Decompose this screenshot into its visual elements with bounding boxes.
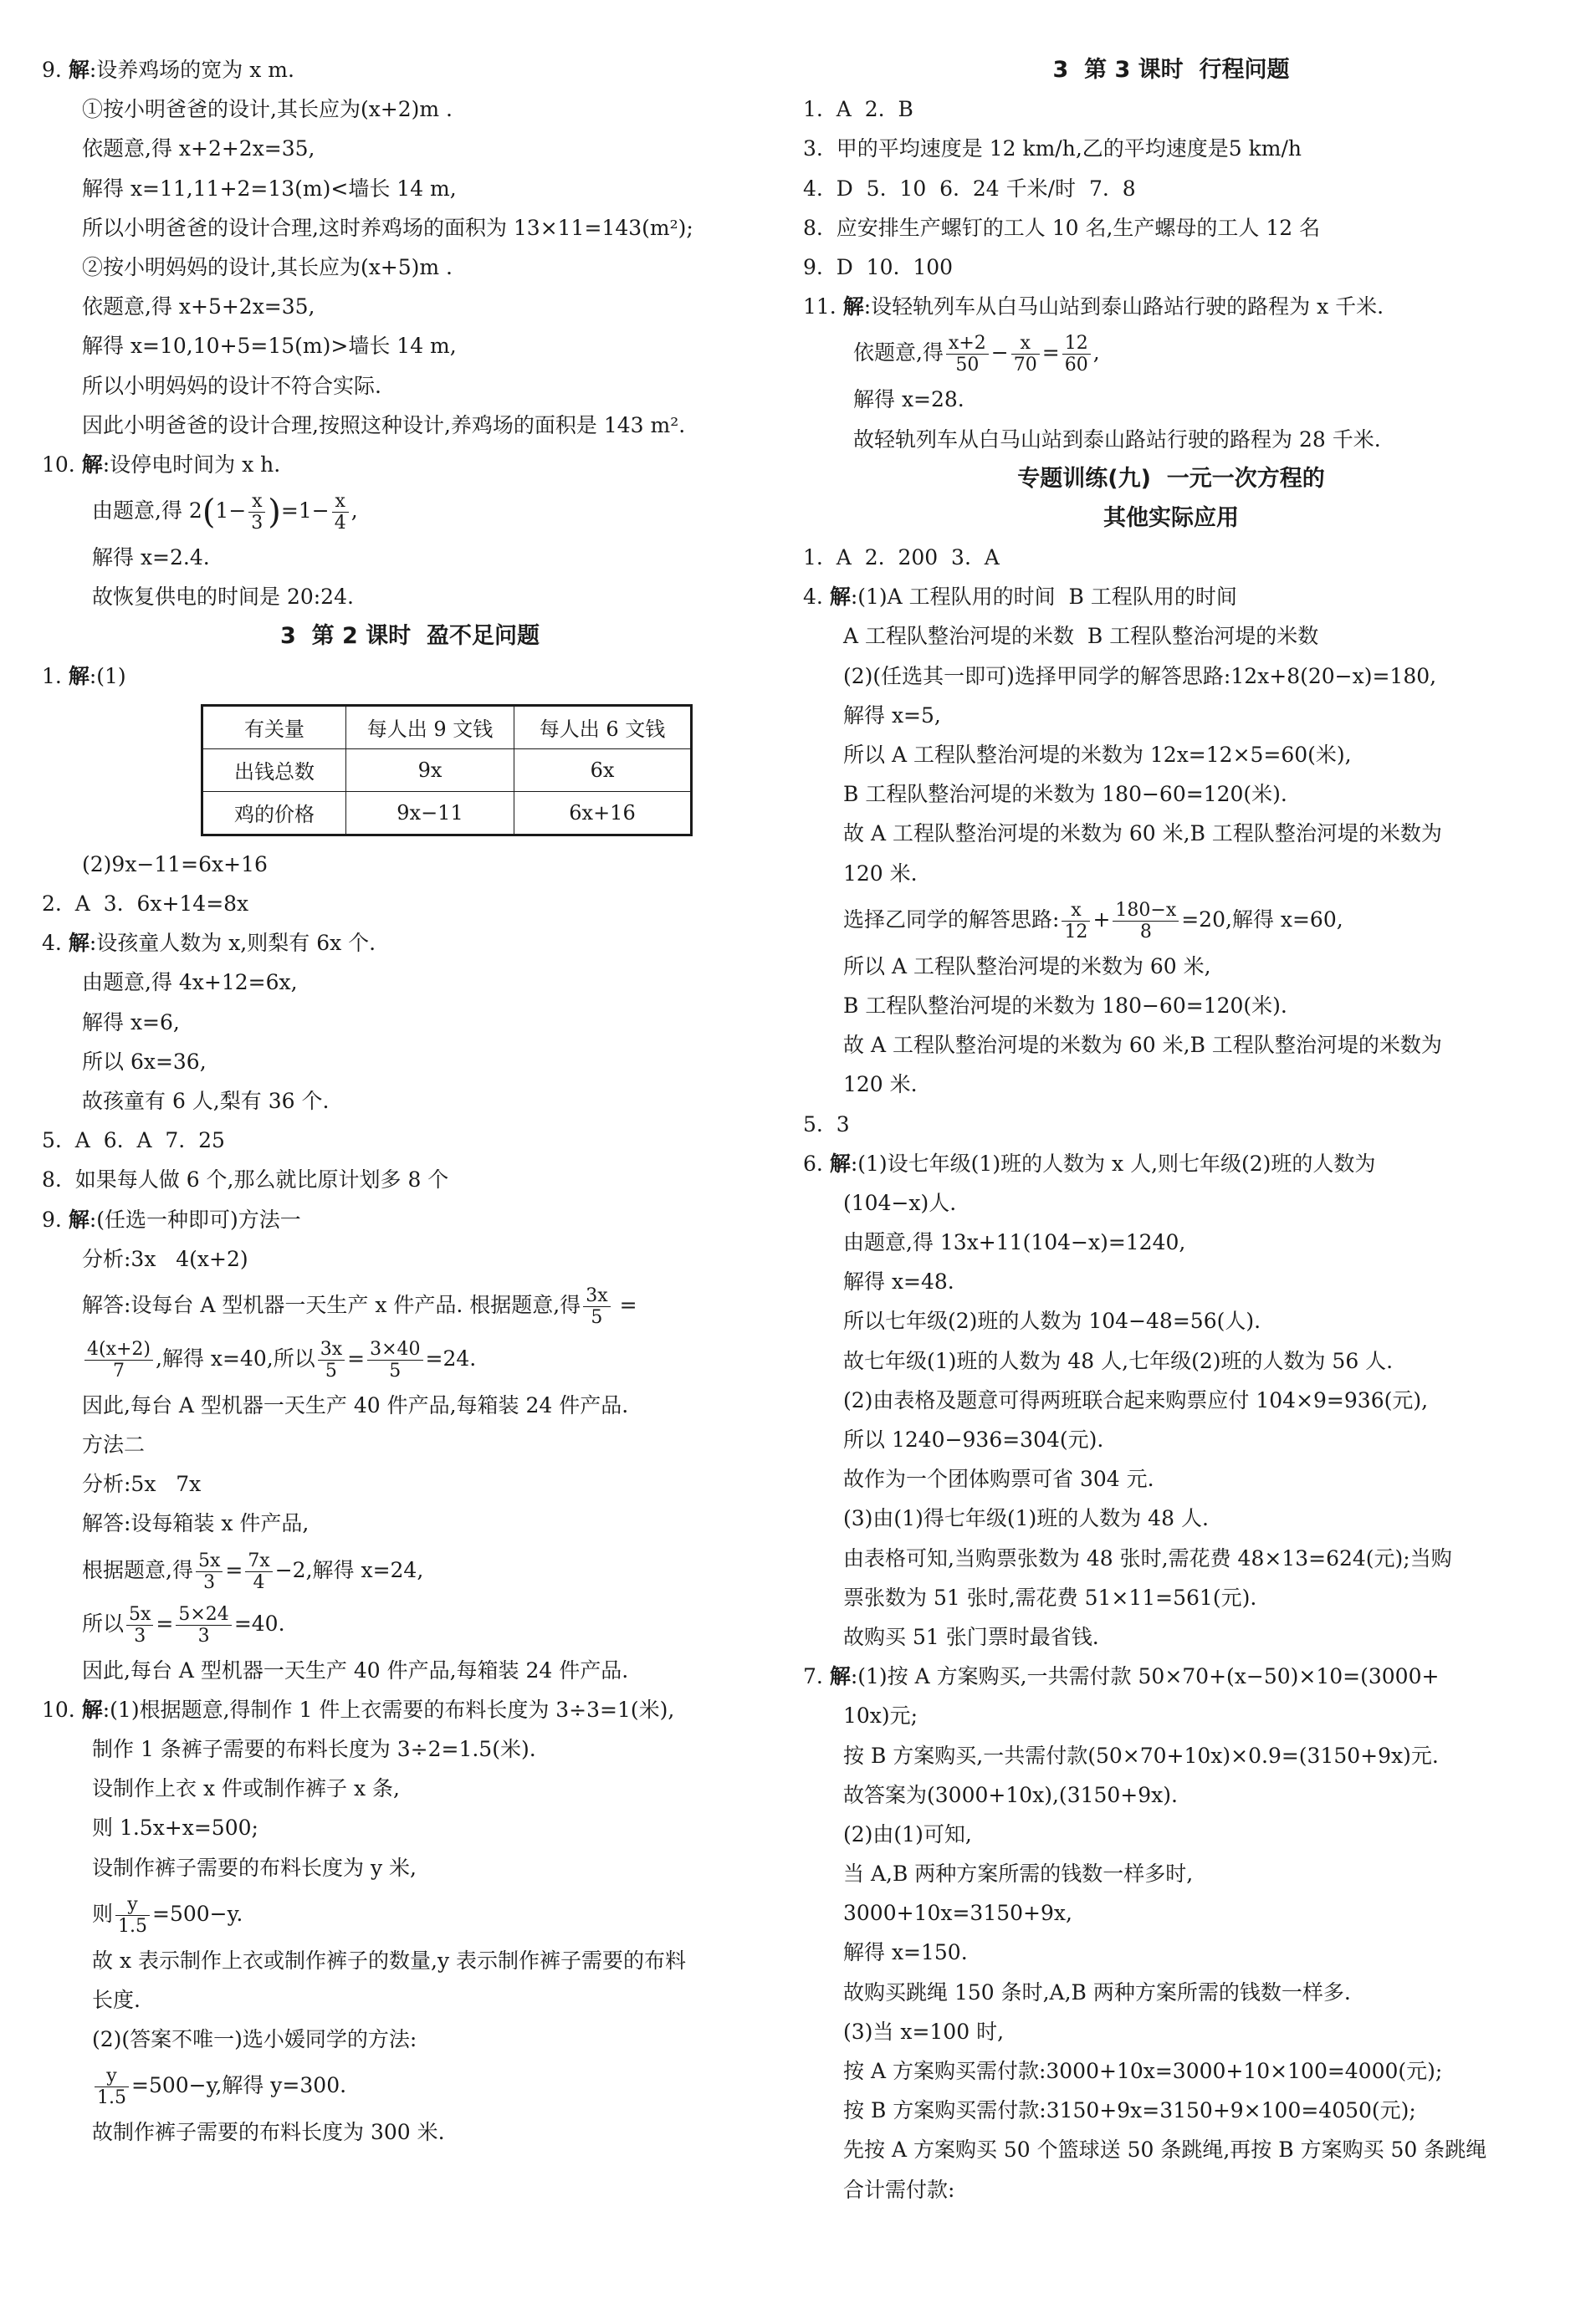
t-answer-4-line-13: 120 米. [843, 1072, 918, 1097]
s3-answer-11-line-1: 11. 解:设轻轨列车从白马山站到泰山路站行驶的路程为 x 千米. [803, 294, 1384, 319]
answer-9-line-6: ②按小明妈妈的设计,其长应为(x+5)m . [82, 254, 453, 279]
answer-9-line-10: 因此小明爸爸的设计合理,按照这种设计,养鸡场的面积是 143 m². [82, 412, 686, 437]
s2-answer-1-line-1: 1. 解:(1) [42, 663, 126, 688]
answer-9-line-5: 所以小明爸爸的设计合理,这时养鸡场的面积为 13×11=143(m²); [82, 215, 693, 240]
t-answer-7-line-13: 先按 A 方案购买 50 个篮球送 50 条跳绳,再按 B 方案购买 50 条跳绳 [843, 2138, 1487, 2163]
t-answer-6-line-11: 由表格可知,当购票张数为 48 张时,需花费 48×13=624(元);当购 [843, 1545, 1452, 1571]
s2-answer-10-line-9: (2)(答案不唯一)选小媛同学的方法: [92, 2027, 417, 2052]
s3-answers-4-7: 4. D 5. 10 6. 24 千米/时 7. 8 [803, 176, 1136, 201]
s2-answer-9-line-2: 分析:3x 4(x+2) [82, 1246, 248, 1271]
s2-answer-9-line-10: 所以 $\frac{5x}{3}$ = $\frac{5\times 24}{3}$ =40. [82, 1603, 285, 1647]
t-answer-6-line-3: 由题意,得 13x+11(104−x)=1240, [843, 1230, 1186, 1255]
section-title-lesson-2: 3 第 2 课时 盈不足问题 [280, 623, 540, 650]
s2-answer-9-line-9: 根据题意,得 $\frac{5x}{3}$ = $\frac{7x}{4}$ −2,解得 x=24, [82, 1550, 424, 1593]
t-answer-4-line-2: A 工程队整治河堤的米数 B 工程队整治河堤的米数 [843, 624, 1319, 649]
t-answer-7-line-5: (2)由(1)可知, [843, 1821, 972, 1846]
t-answer-6-line-4: 解得 x=48. [843, 1269, 954, 1295]
s2-answer-4-line-4: 所以 6x=36, [82, 1049, 207, 1074]
s3-answer-11-line-4: 故轻轨列车从白马山站到泰山路站行驶的路程为 28 千米. [853, 426, 1381, 452]
t-answer-7-line-7: 3000+10x=3150+9x, [843, 1901, 1072, 1926]
s2-answer-10-line-5: 设制作裤子需要的布料长度为 y 米, [92, 1855, 417, 1880]
s2-answer-10-line-3: 设制作上衣 x 件或制作裤子 x 条, [92, 1776, 400, 1801]
answer-10-line-1: 10. 解:设停电时间为 x h. [42, 452, 281, 477]
t-answer-7-line-3: 按 B 方案购买,一共需付款(50×70+10x)×0.9=(3150+9x)元. [843, 1743, 1439, 1768]
t-answer-6-line-10: (3)由(1)得七年级(1)班的人数为 48 人. [843, 1506, 1209, 1531]
t-answer-4-line-11: B 工程队整治河堤的米数为 180−60=120(米). [843, 993, 1287, 1018]
answer-9-line-9: 所以小明妈妈的设计不符合实际. [82, 373, 381, 398]
t-answer-6-line-7: (2)由表格及题意可得两班联合起来购票应付 104×9=936(元), [843, 1387, 1429, 1412]
t-answer-6-line-9: 故作为一个团体购票可省 304 元. [843, 1467, 1154, 1492]
s3-answers-9-10: 9. D 10. 100 [803, 254, 954, 279]
s3-answer-11-line-3: 解得 x=28. [853, 387, 964, 412]
t-answer-7-line-12: 按 B 方案购买需付款:3150+9x=3150+9×100=4050(元); [843, 2098, 1416, 2123]
t-answer-6-line-8: 所以 1240−936=304(元). [843, 1428, 1104, 1452]
t-answer-7-line-4: 故答案为(3000+10x),(3150+9x). [843, 1782, 1178, 1807]
s2-answer-10-line-7: 故 x 表示制作上衣或制作裤子的数量,y 表示制作裤子需要的布料 [92, 1948, 687, 1973]
s3-answer-8: 8. 应安排生产螺钉的工人 10 名,生产螺母的工人 12 名 [803, 215, 1321, 240]
t-answer-7-line-10: (3)当 x=100 时, [843, 2019, 1005, 2044]
t-answer-7-line-9: 故购买跳绳 150 条时,A,B 两种方案所需的钱数一样多. [843, 1979, 1351, 2005]
s2-answer-8: 8. 如果每人做 6 个,那么就比原计划多 8 个 [42, 1167, 449, 1193]
t-answer-4-line-1: 4. 解:(1)A 工程队用的时间 B 工程队用的时间 [803, 585, 1237, 610]
topic-title-line-2: 其他实际应用 [1103, 504, 1239, 531]
s2-answer-9-line-6: 方法二 [82, 1433, 146, 1458]
s2-answer-1-line-2: (2)9x−11=6x+16 [82, 851, 268, 876]
t-answer-7-line-8: 解得 x=150. [843, 1940, 968, 1965]
t-answer-7-line-14: 合计需付款: [843, 2177, 955, 2202]
left-column [42, 50, 778, 2153]
t-answer-4-line-8: 120 米. [843, 861, 918, 886]
t-answers-1-3: 1. A 2. 200 3. A [803, 545, 1000, 570]
t-answer-4-line-10: 所以 A 工程队整治河堤的米数为 60 米, [843, 953, 1211, 978]
s2-answer-10-line-11: 故制作裤子需要的布料长度为 300 米. [92, 2120, 445, 2145]
s2-answer-9-line-5: 因此,每台 A 型机器一天生产 40 件产品,每箱装 24 件产品. [82, 1392, 629, 1417]
table-row: 鸡的价格 9x−11 6x+16 [202, 791, 692, 835]
table-row: 出钱总数 9x 6x [202, 748, 692, 791]
t-answer-7-line-2: 10x)元; [843, 1703, 918, 1729]
t-answer-6-line-6: 故七年级(1)班的人数为 48 人,七年级(2)班的人数为 56 人. [843, 1348, 1394, 1373]
s2-answer-9-line-1: 9. 解:(任选一种即可)方法一 [42, 1207, 301, 1232]
s3-answers-1-2: 1. A 2. B [803, 97, 913, 122]
answer-10-line-4: 故恢复供电的时间是 20:24. [92, 585, 354, 610]
t-answer-4-line-5: 所以 A 工程队整治河堤的米数为 12x=12×5=60(米), [843, 743, 1352, 767]
t-answer-6-line-1: 6. 解:(1)设七年级(1)班的人数为 x 人,则七年级(2)班的人数为 [803, 1151, 1376, 1176]
answer-9-line-3: 依题意,得 x+2+2x=35, [82, 136, 315, 161]
t-answer-4-line-4: 解得 x=5, [843, 702, 941, 728]
t-answer-7-line-1: 7. 解:(1)按 A 方案购买,一共需付款 50×70+(x−50)×10=(3000+ [803, 1664, 1440, 1689]
right-column [803, 50, 1539, 2209]
s2-answers-5-7: 5. A 6. A 7. 25 [42, 1128, 225, 1153]
s2-answers-2-3: 2. A 3. 6x+14=8x [42, 891, 249, 916]
answer-10-equation: 由题意,得 2(1− $\frac{x}{3}$ )=1− $\frac{x}{4}$ , [92, 491, 358, 534]
s2-answer-10-line-1: 10. 解:(1)根据题意,得制作 1 件上衣需要的布料长度为 3÷3=1(米), [42, 1697, 675, 1722]
topic-title-line-1: 专题训练(九) 一元一次方程的 [1017, 465, 1325, 492]
answer-9-line-8: 解得 x=10,10+5=15(m)>墙长 14 m, [82, 334, 457, 359]
s2-answer-9-line-8: 解答:设每箱装 x 件产品, [82, 1511, 310, 1536]
s2-answer-9-line-3: 解答:设每台 A 型机器一天生产 x 件产品. 根据题意,得 $\frac{3x}{5}$ = [82, 1285, 637, 1328]
s2-answer-10-line-10: $\frac{y}{1.5}$ =500−y,解得 y=300. [42, 2059, 778, 2112]
quantity-table [201, 704, 693, 836]
s2-answer-10-line-8: 长度. [92, 1987, 141, 2012]
answer-9-line-2: ①按小明爸爸的设计,其长应为(x+2)m . [82, 97, 453, 122]
s2-answer-4-line-5: 故孩童有 6 人,梨有 36 个. [82, 1088, 330, 1113]
section-title-lesson-3: 3 第 3 课时 行程问题 [1052, 57, 1290, 83]
t-answer-5: 5. 3 [803, 1111, 850, 1136]
s2-answer-4-line-1: 4. 解:设孩童人数为 x,则梨有 6x 个. [42, 931, 376, 956]
t-answer-4-line-9: 选择乙同学的解答思路: $\frac{x}{12}$ + $\frac{180-x}{8}$ =20,解得 x=60, [843, 899, 1343, 942]
s2-answer-4-line-3: 解得 x=6, [82, 1009, 180, 1034]
t-answer-6-line-12: 票张数为 51 张时,需花费 51×11=561(元). [843, 1585, 1257, 1610]
s2-answer-10-line-2: 制作 1 条裤子需要的布料长度为 3÷2=1.5(米). [92, 1737, 536, 1761]
t-answer-6-line-2: (104−x)人. [843, 1190, 957, 1215]
s2-answer-10-line-6: 则 $\frac{y}{1.5}$ =500−y. [92, 1893, 243, 1937]
s2-answer-10-line-4: 则 1.5x+x=500; [92, 1816, 258, 1841]
s2-answer-9-line-4: $\frac{4(x+2)}{7}$ ,解得 x=40,所以 $\frac{3x}{5}$ = $\frac{3\times 40}{5}$ =24. [42, 1332, 778, 1386]
answer-9-line-4: 解得 x=11,11+2=13(m)<墙长 14 m, [82, 176, 457, 201]
t-answer-7-line-6: 当 A,B 两种方案所需的钱数一样多时, [843, 1862, 1194, 1887]
s2-answer-4-line-2: 由题意,得 4x+12=6x, [82, 970, 298, 995]
s3-answer-3: 3. 甲的平均速度是 12 km/h,乙的平均速度是5 km/h [803, 136, 1302, 161]
answer-9-line-1: 9. 解:设养鸡场的宽为 x m. [42, 58, 294, 82]
t-answer-6-line-5: 所以七年级(2)班的人数为 104−48=56(人). [843, 1309, 1261, 1334]
t-answer-4-line-7: 故 A 工程队整治河堤的米数为 60 米,B 工程队整治河堤的米数为 [843, 821, 1442, 846]
t-answer-4-line-6: B 工程队整治河堤的米数为 180−60=120(米). [843, 782, 1287, 807]
table-header-row: 有关量 每人出 9 文钱 每人出 6 文钱 [202, 705, 692, 748]
t-answer-4-line-3: (2)(任选其一即可)选择甲同学的解答思路:12x+8(20−x)=180, [843, 663, 1437, 688]
s2-answer-9-line-7: 分析:5x 7x [82, 1472, 202, 1497]
s3-answer-11-equation: 依题意,得 $\frac{x+2}{50}$ − $\frac{x}{70}$ = $\frac{12}{60}$ , [853, 333, 1100, 376]
s2-answer-9-line-11: 因此,每台 A 型机器一天生产 40 件产品,每箱装 24 件产品. [82, 1657, 629, 1683]
t-answer-6-line-13: 故购买 51 张门票时最省钱. [843, 1624, 1099, 1649]
t-answer-7-line-11: 按 A 方案购买需付款:3000+10x=3000+10×100=4000(元); [843, 2059, 1443, 2083]
answer-9-line-7: 依题意,得 x+5+2x=35, [82, 294, 315, 319]
answer-10-line-3: 解得 x=2.4. [92, 545, 210, 570]
t-answer-4-line-12: 故 A 工程队整治河堤的米数为 60 米,B 工程队整治河堤的米数为 [843, 1033, 1442, 1058]
